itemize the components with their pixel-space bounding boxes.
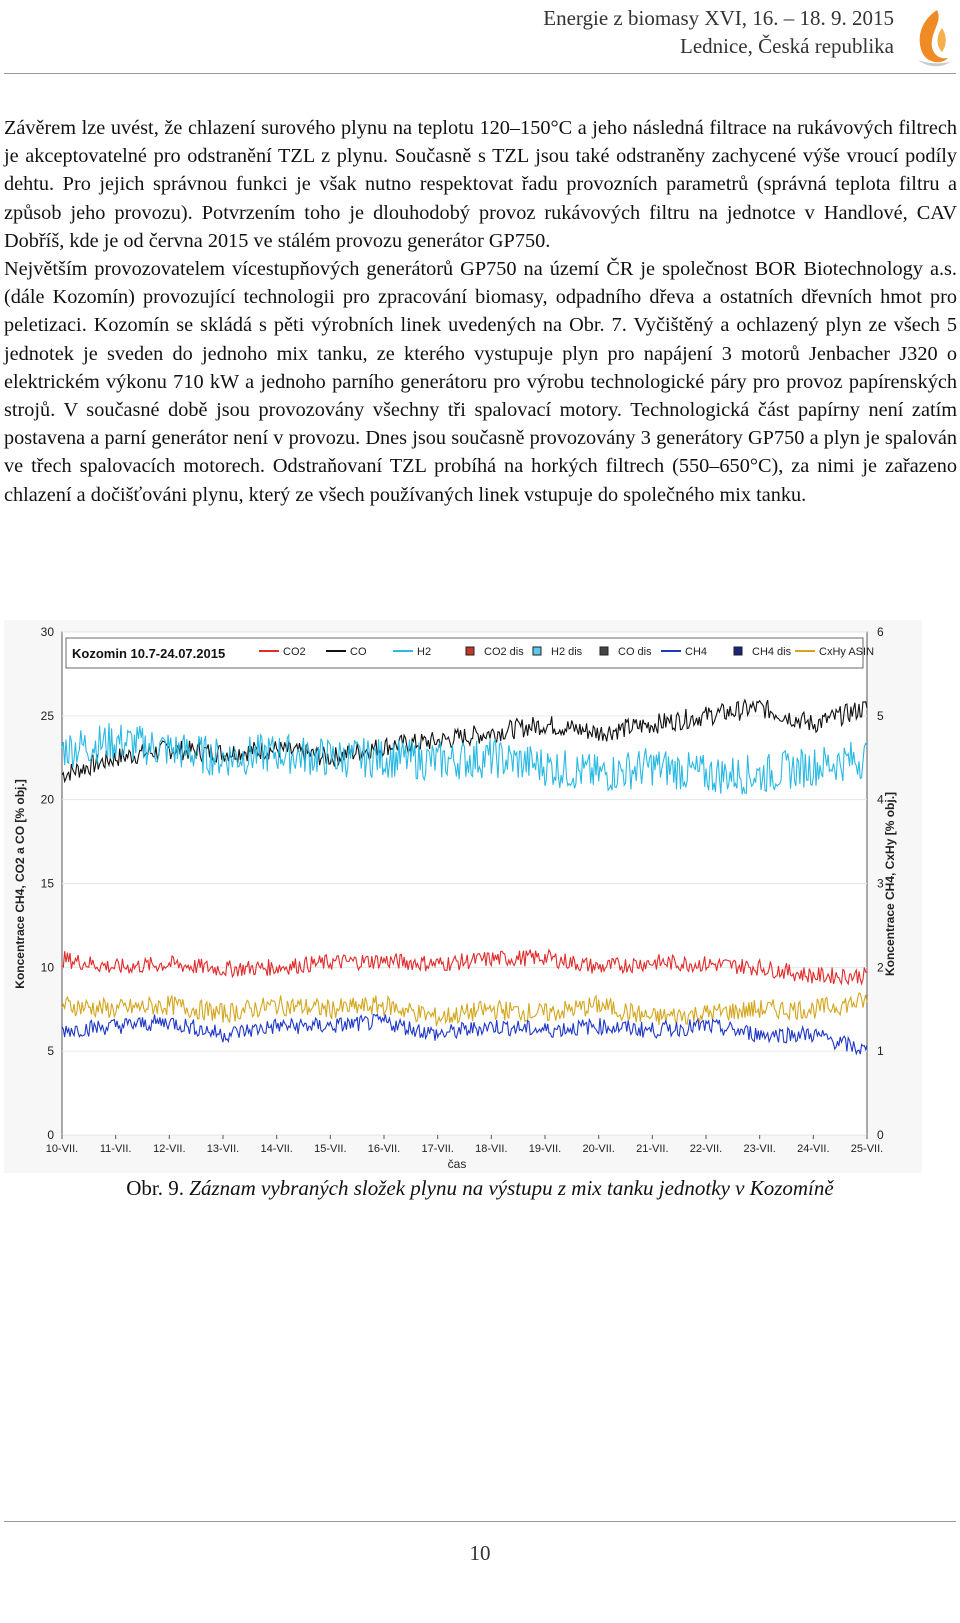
legend-label: CH4 dis	[752, 646, 792, 658]
page-number: 10	[469, 1541, 491, 1565]
x-tick-label: 18-VII.	[475, 1143, 508, 1155]
chart-svg	[4, 620, 922, 1173]
x-tick-label: 14-VII.	[260, 1143, 293, 1155]
x-axis-label: čas	[447, 1157, 467, 1171]
y-tick-label: 20	[40, 792, 54, 807]
footer-divider	[4, 1521, 956, 1522]
x-tick-label: 11-VII.	[99, 1143, 132, 1155]
legend-label: H2 dis	[551, 646, 583, 658]
y2-axis-label: Koncentrace CH4, CxHy [% obj.]	[883, 791, 897, 977]
legend-label: CO2	[283, 646, 306, 658]
flame-logo-icon	[912, 6, 952, 68]
x-tick-label: 13-VII.	[206, 1143, 240, 1155]
x-tick-label: 19-VII.	[528, 1143, 562, 1155]
paragraph-2: Největším provozovatelem vícestupňových generátorů GP750 na území ČR je společnost BOR Biotechnology a.s. (dále Kozomín) provozující technologii pro zpracování biomasy, odpadního dřeva a ostatních dřevních hmot pro peletizaci. Kozomín se skládá s pěti výrobních linek uvedených na Obr. 7. Vyčištěný a ochlazený plyn ze všech 5 jednotek je sveden do jednoho mix tanku, ze kterého vystupuje plyn pro napájení 3 motorů Jenbacher J320 o elektrickém výkonu 710 kW a jednoho parního generátoru pro výrobu technologické páry pro provoz papírenských strojů. V současné době jsou provozovány všechny tři spalovací motory. Technologická část papírny není zatím postavena a parní generátor není v provozu. Dnes jsou současně provozovány 3 generátory GP750 a plyn je spalován ve třech spalovacích motorech. Odstraňovaní TZL probíhá na horkých filtrech (550–650°C), za nimi je zařazeno chlazení a dočišťováni plynu, který ze všech používaných linek vstupuje do společného mix tanku.	[4, 258, 957, 506]
body-text	[4, 114, 957, 509]
conference-info	[543, 4, 894, 60]
y2-tick-label: 4	[877, 792, 884, 807]
caption-label: Obr. 9.	[126, 1176, 185, 1200]
y-axis-label: Koncentrace CH4, CO2 a CO [% obj.]	[13, 779, 27, 989]
y-tick-label: 25	[40, 708, 54, 723]
y2-tick-label: 0	[877, 1128, 884, 1142]
y2-tick-label: 3	[877, 876, 884, 891]
legend-label: H2	[417, 646, 432, 658]
page-header	[0, 0, 960, 76]
legend-label: CO dis	[618, 646, 652, 658]
legend-marker	[533, 647, 541, 655]
x-tick-label: 15-VII.	[314, 1143, 347, 1155]
x-tick-label: 12-VII.	[153, 1143, 186, 1155]
y-tick-label: 5	[47, 1044, 54, 1059]
legend-label: CxHy ASIN	[819, 646, 875, 658]
x-tick-label: 22-VII.	[689, 1143, 723, 1155]
legend-label: CH4	[685, 646, 708, 658]
legend-marker	[734, 647, 742, 655]
x-tick-label: 16-VII.	[367, 1143, 401, 1155]
conference-location: Lednice, Česká republika	[680, 34, 894, 58]
x-tick-label: 17-VII.	[421, 1143, 454, 1155]
y2-tick-label: 6	[877, 625, 884, 639]
x-tick-label: 23-VII.	[743, 1143, 776, 1155]
x-tick-label: 20-VII.	[582, 1143, 615, 1155]
x-tick-label: 25-VII.	[850, 1143, 884, 1155]
y2-tick-label: 5	[877, 708, 884, 723]
conference-title: Energie z biomasy XVI, 16. – 18. 9. 2015	[543, 6, 894, 30]
caption-text: Záznam vybraných složek plynu na výstupu z mix tanku jednotky v Kozomíně	[189, 1176, 834, 1200]
x-tick-label: 24-VII.	[797, 1143, 830, 1155]
legend-label: CO	[350, 646, 367, 658]
legend-label: CO2 dis	[484, 646, 524, 658]
y-tick-label: 15	[40, 876, 54, 891]
y2-tick-label: 1	[877, 1044, 884, 1059]
legend	[259, 646, 874, 658]
x-tick-label: 10-VII.	[45, 1143, 79, 1155]
y-tick-label: 30	[40, 625, 54, 639]
paragraph-1: Závěrem lze uvést, že chlazení surového plynu na teplotu 120–150°C a jeho následná filtrace na rukávových filtrech je akceptovatelné pro odstranění TZL z plynu. Současně s TZL jsou také odstraněny zachycené výše vroucí podíly dehtu. Pro jejich správnou funkci je však nutno respektovat řadu provozních parametrů (správná teplota filtru a způsob jeho provozu). Potvrzením toho je dlouhodobý provoz rukávových filtru na jednotce v Handlové, CAV Dobříš, kde je od června 2015 ve stálém provozu generátor GP750.	[4, 117, 957, 252]
gas-composition-chart	[4, 620, 922, 1173]
header-divider	[4, 73, 956, 74]
legend-marker	[600, 647, 608, 655]
y2-tick-label: 2	[877, 960, 884, 975]
legend-marker	[466, 647, 474, 655]
chart-title: Kozomin 10.7-24.07.2015	[72, 646, 226, 661]
y-tick-label: 0	[47, 1128, 54, 1142]
figure-caption	[0, 1176, 960, 1201]
y-tick-label: 10	[40, 960, 54, 975]
x-tick-label: 21-VII.	[636, 1143, 669, 1155]
